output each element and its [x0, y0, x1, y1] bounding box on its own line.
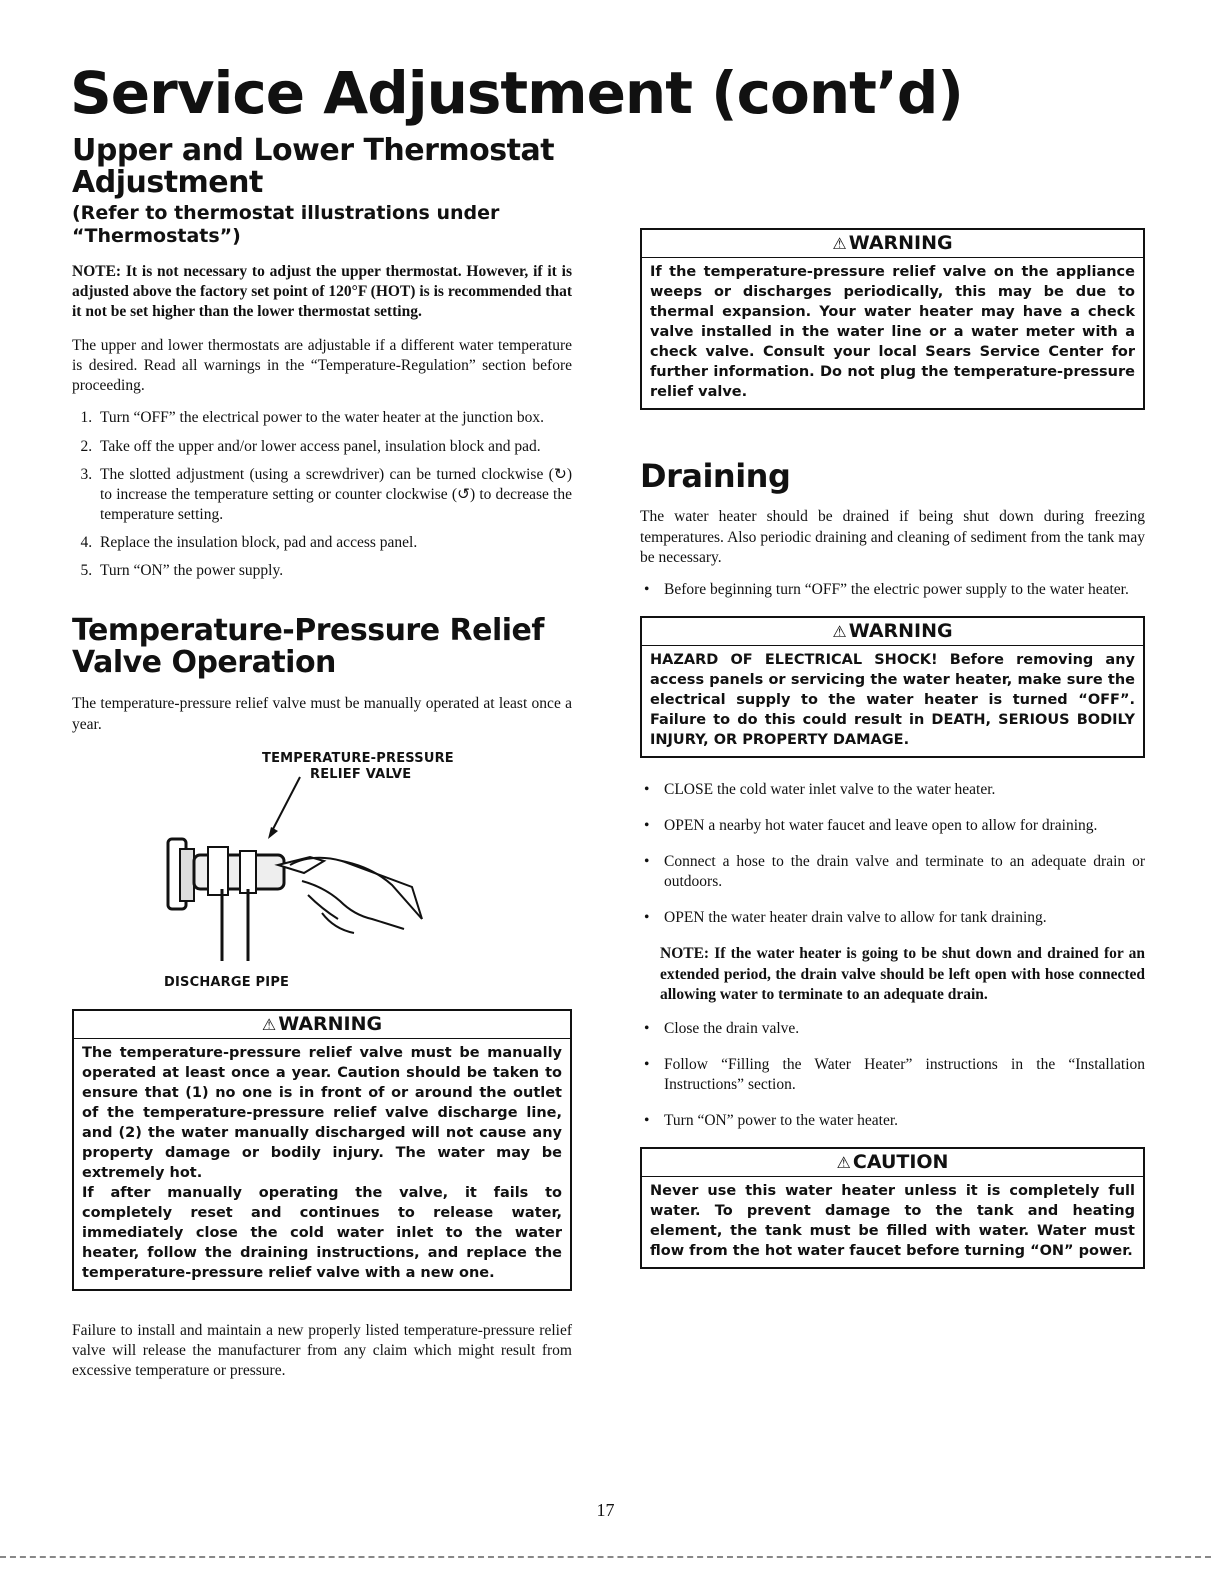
- list-item: • OPEN the water heater drain valve to allow for tank draining.: [660, 908, 1145, 928]
- relief-valve-illustration: [72, 766, 572, 979]
- step-item: 2. Take off the upper and/or lower access panel, insulation block and pad.: [96, 437, 572, 457]
- list-item: • OPEN a nearby hot water faucet and leave open to allow for draining.: [660, 816, 1145, 836]
- figure-label-valve-line1: TEMPERATURE-PRESSURE: [262, 750, 454, 766]
- bottom-divider: [0, 1556, 1211, 1558]
- shock-warning-box: [640, 616, 1145, 758]
- thermostat-heading: Upper and Lower Thermostat Adjustment: [72, 133, 555, 200]
- warning-triangle-icon: ⚠: [261, 1014, 277, 1034]
- caution-box: [640, 1147, 1145, 1269]
- caution-title: [642, 1151, 1143, 1177]
- step-item: 3. The slotted adjustment (using a screwdriver) can be turned clockwise (↻) to increase the temperature setting or counter clockwise (↺) to decrease the temperature setting.: [96, 465, 572, 525]
- step-item: 5. Turn “ON” the power supply.: [96, 561, 572, 581]
- warning-title-text: WARNING: [278, 1012, 383, 1035]
- step-item: 1. Turn “OFF” the electrical power to the water heater at the junction box.: [96, 408, 572, 428]
- draining-intro: The water heater should be drained if being shut down during freezing temperatures. Also periodic draining and cleaning of sediment from the tank may be necessary.: [640, 508, 1145, 566]
- warning-title-text: WARNING: [848, 619, 953, 642]
- warning-body: HAZARD OF ELECTRICAL SHOCK! Before removing any access panels or servicing the water heater, make sure the electrical supply to the water heater is turned “OFF”. Failure to do this could result in DEATH, SERIOUS BODILY INJURY, OR PROPERTY DAMAGE.: [650, 651, 1135, 748]
- relief-valve-heading: Temperature-Pressure Relief Valve Operation: [72, 613, 544, 680]
- list-item: • CLOSE the cold water inlet valve to the water heater.: [660, 780, 1145, 800]
- list-item: • Follow “Filling the Water Heater” instructions in the “Installation Instructions” section.: [660, 1055, 1145, 1095]
- draining-heading: Draining: [640, 456, 791, 495]
- figure-label-valve-line2: RELIEF VALVE: [310, 766, 412, 782]
- right-column: [640, 228, 1145, 1269]
- list-item: • Close the drain valve.: [660, 1019, 1145, 1039]
- page-number: 17: [596, 1500, 615, 1520]
- warning-triangle-icon: ⚠: [832, 621, 847, 641]
- warning-title-text: WARNING: [848, 232, 953, 254]
- warning-body: If the temperature-pressure relief valve on the appliance weeps or discharges periodically, this may be due to thermal expansion. Your water heater may have a check valve installed in the water line or a water meter with a check valve. Consult your local Sears Service Center for further information. Do not plug the temperature-pressure relief valve.: [650, 263, 1135, 400]
- warning-title: [74, 1013, 570, 1039]
- list-item: • Connect a hose to the drain valve and terminate to an adequate drain or outdoors.: [660, 852, 1145, 892]
- step-item: 4. Replace the insulation block, pad and access panel.: [96, 533, 572, 553]
- thermostat-subheading: (Refer to thermostat illustrations under “Thermostats”): [72, 202, 500, 247]
- expansion-warning-box: [640, 228, 1145, 410]
- left-column: [72, 135, 572, 1393]
- draining-final-list: [640, 1019, 1145, 1132]
- warning-title: [642, 620, 1143, 646]
- warning-body-1: The temperature-pressure relief valve must be manually operated at least once a year. Caution should be taken to ensure that (1) no one is in front of or around the outlet of the temperature-pressure relief valve discharge line, and (2) the water manually discharged will not cause any property damage or bodily injury. The water may be extremely hot.: [82, 1044, 562, 1181]
- figure-label-pipe: DISCHARGE PIPE: [164, 974, 290, 990]
- draining-steps-list: [640, 780, 1145, 929]
- relief-valve-footer: Failure to install and maintain a new properly listed temperature-pressure relief valve will release the manufacturer from any claim which might result from excessive temperature or pressure.: [72, 1321, 572, 1379]
- draining-before-list: [640, 580, 1145, 600]
- relief-valve-intro: The temperature-pressure relief valve must be manually operated at least once a year.: [72, 695, 572, 733]
- caution-title-text: CAUTION: [852, 1151, 949, 1174]
- relief-valve-figure: [72, 747, 572, 997]
- warning-triangle-icon: ⚠: [832, 234, 847, 253]
- caution-triangle-icon: ⚠: [836, 1153, 851, 1173]
- thermostat-steps: [72, 408, 572, 581]
- caution-body: Never use this water heater unless it is completely full water. To prevent damage to the tank and heating element, the tank must be filled with water. Water must flow from the hot water faucet before turning “ON” power.: [650, 1183, 1135, 1260]
- warning-body-2: If after manually operating the valve, it fails to completely reset and continues to release water, immediately close the cold water inlet to the water heater, follow the draining instructions, and replace the temperature-pressure relief valve with a new one.: [82, 1184, 562, 1281]
- page-title: Service Adjustment (cont’d): [70, 59, 963, 127]
- thermostat-intro: The upper and lower thermostats are adjustable if a different water temperature is desired. Read all warnings in the “Temperature-Regulation” section before proceeding.: [72, 337, 572, 395]
- draining-note: NOTE: If the water heater is going to be shut down and drained for an extended period, the drain valve should be left open with hose connected allowing water to terminate to an adequate drain.: [660, 945, 1145, 1003]
- thermostat-note: NOTE: It is not necessary to adjust the upper thermostat. However, if it is adjusted above the factory set point of 120°F (HOT) is is recommended that it not be set higher than the lower thermostat setting.: [72, 262, 572, 320]
- warning-title: [642, 232, 1143, 258]
- list-item: • Before beginning turn “OFF” the electric power supply to the water heater.: [660, 580, 1145, 600]
- relief-valve-warning-box: [72, 1009, 572, 1291]
- list-item: • Turn “ON” power to the water heater.: [660, 1111, 1145, 1131]
